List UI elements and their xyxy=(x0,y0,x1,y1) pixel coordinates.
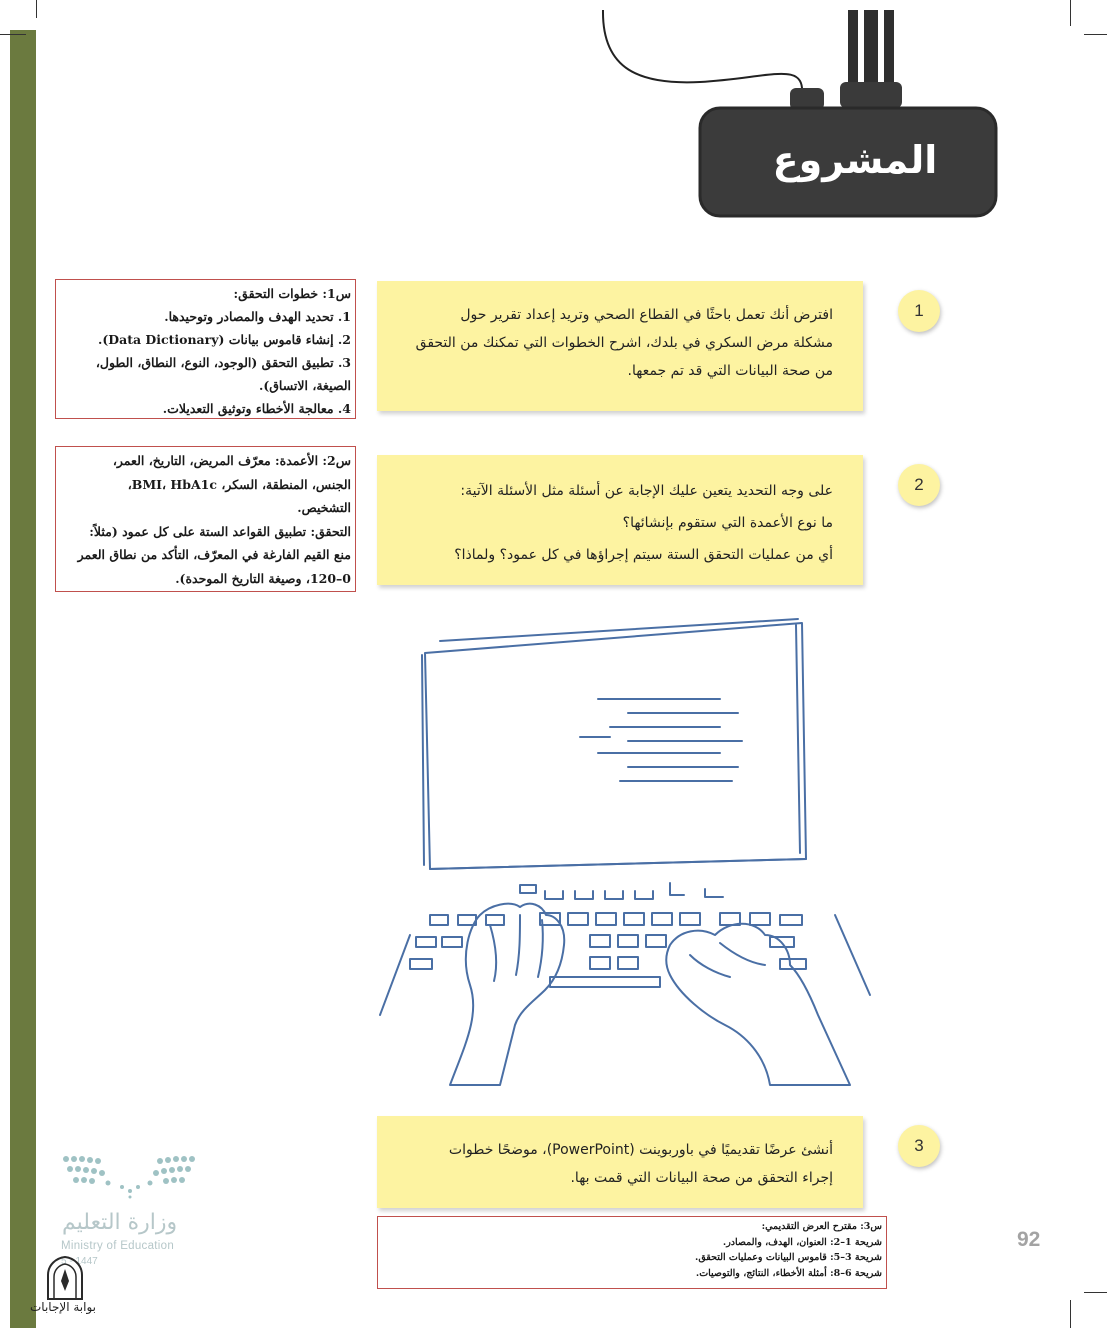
question-box-3 xyxy=(377,1116,863,1208)
question-3-line: أنشئ عرضًا تقديميًا في باوربوينت (PowerPoint)، موضحًا خطوات xyxy=(448,1142,833,1158)
answer-2-line: س2: الأعمدة: معرّف المريض، التاريخ، العمر، xyxy=(112,453,351,468)
crop-mark xyxy=(36,0,37,18)
answer-1-line: 1. تحديد الهدف والمصادر وتوحيدها. xyxy=(164,309,351,324)
laptop-typing-illustration xyxy=(370,615,890,1105)
portal-emblem-icon xyxy=(44,1255,86,1301)
question-number-2: 2 xyxy=(898,464,940,506)
ministry-name-english: Ministry of Education xyxy=(61,1240,175,1252)
question-number-3: 3 xyxy=(898,1125,940,1167)
crop-mark xyxy=(1084,34,1107,35)
crop-mark xyxy=(1070,1300,1071,1328)
question-number-1: 1 xyxy=(898,290,940,332)
question-1-line: من صحة البيانات التي قد تم جمعها. xyxy=(627,363,833,379)
question-1-line: افترض أنك تعمل باحثًا في القطاع الصحي وتريد إعداد تقرير حول xyxy=(460,307,833,323)
answer-2-line: التحقق: تطبيق القواعد الستة على كل عمود (مثلاً: xyxy=(89,523,351,539)
answer-3-line: س3: مقترح العرض التقديمي: xyxy=(761,1221,882,1232)
answer-1-line: الصيغة، الاتساق). xyxy=(258,378,351,393)
ministry-year: 5 - 1447 xyxy=(61,1256,98,1267)
answer-1-line: 4. معالجة الأخطاء وتوثيق التعديلات. xyxy=(162,401,351,416)
ministry-logo-icon xyxy=(62,1153,198,1199)
question-2-line: على وجه التحديد يتعين عليك الإجابة عن أسئلة مثل الأسئلة الآتية: xyxy=(460,483,833,499)
page-title: المشروع xyxy=(772,138,938,182)
answer-box-2 xyxy=(55,446,356,592)
answer-3-line: شريحة 1–2: العنوان، الهدف، والمصادر. xyxy=(722,1236,882,1248)
portal-label: بوابة الإجابات xyxy=(30,1300,97,1314)
answer-3-line: شريحة 6–8: أمثلة الأخطاء، النتائج، والتوصيات. xyxy=(695,1267,882,1279)
page-edge-strip xyxy=(10,30,36,1328)
answer-box-3 xyxy=(377,1216,887,1289)
page-number: 92 xyxy=(1017,1228,1041,1251)
answer-2-line: الجنس، المنطقة، السكر، BMI، HbA1c، xyxy=(127,476,351,492)
question-1-line: مشكلة مرض السكري في بلدك، اشرح الخطوات التي تمكنك من التحقق xyxy=(415,335,833,351)
answer-2-line: منع القيم الفارغة في المعرّف، التأكد من نطاق العمر xyxy=(77,547,351,562)
answer-1-line: 3. تطبيق التحقق (الوجود، النوع، النطاق، الطول، xyxy=(95,355,351,370)
question-2-line: أي من عمليات التحقق الستة سيتم إجراؤها في كل عمود؟ ولماذا؟ xyxy=(454,547,833,563)
answer-3-line: شريحة 3–5: قاموس البيانات وعمليات التحقق. xyxy=(695,1252,882,1263)
crop-mark xyxy=(1084,1292,1107,1293)
answer-1-line: 2. إنشاء قاموس بيانات (Data Dictionary). xyxy=(97,332,351,347)
answer-box-1 xyxy=(55,279,356,419)
crop-mark xyxy=(0,34,26,35)
question-box-1 xyxy=(377,281,863,411)
answer-2-line: 0–120، وصيغة التاريخ الموحدة). xyxy=(175,570,351,586)
question-box-2 xyxy=(377,455,863,585)
crop-mark xyxy=(1070,0,1071,26)
question-3-line: إجراء التحقق من صحة البيانات التي قمت بها. xyxy=(570,1170,833,1186)
title-sign-illustration xyxy=(600,0,1000,220)
question-2-line: ما نوع الأعمدة التي ستقوم بإنشائها؟ xyxy=(622,515,833,531)
answer-2-line: التشخيص. xyxy=(297,500,351,515)
answer-1-line: س1: خطوات التحقق: xyxy=(233,286,351,301)
ministry-name-arabic: وزارة التعليم xyxy=(62,1210,178,1235)
